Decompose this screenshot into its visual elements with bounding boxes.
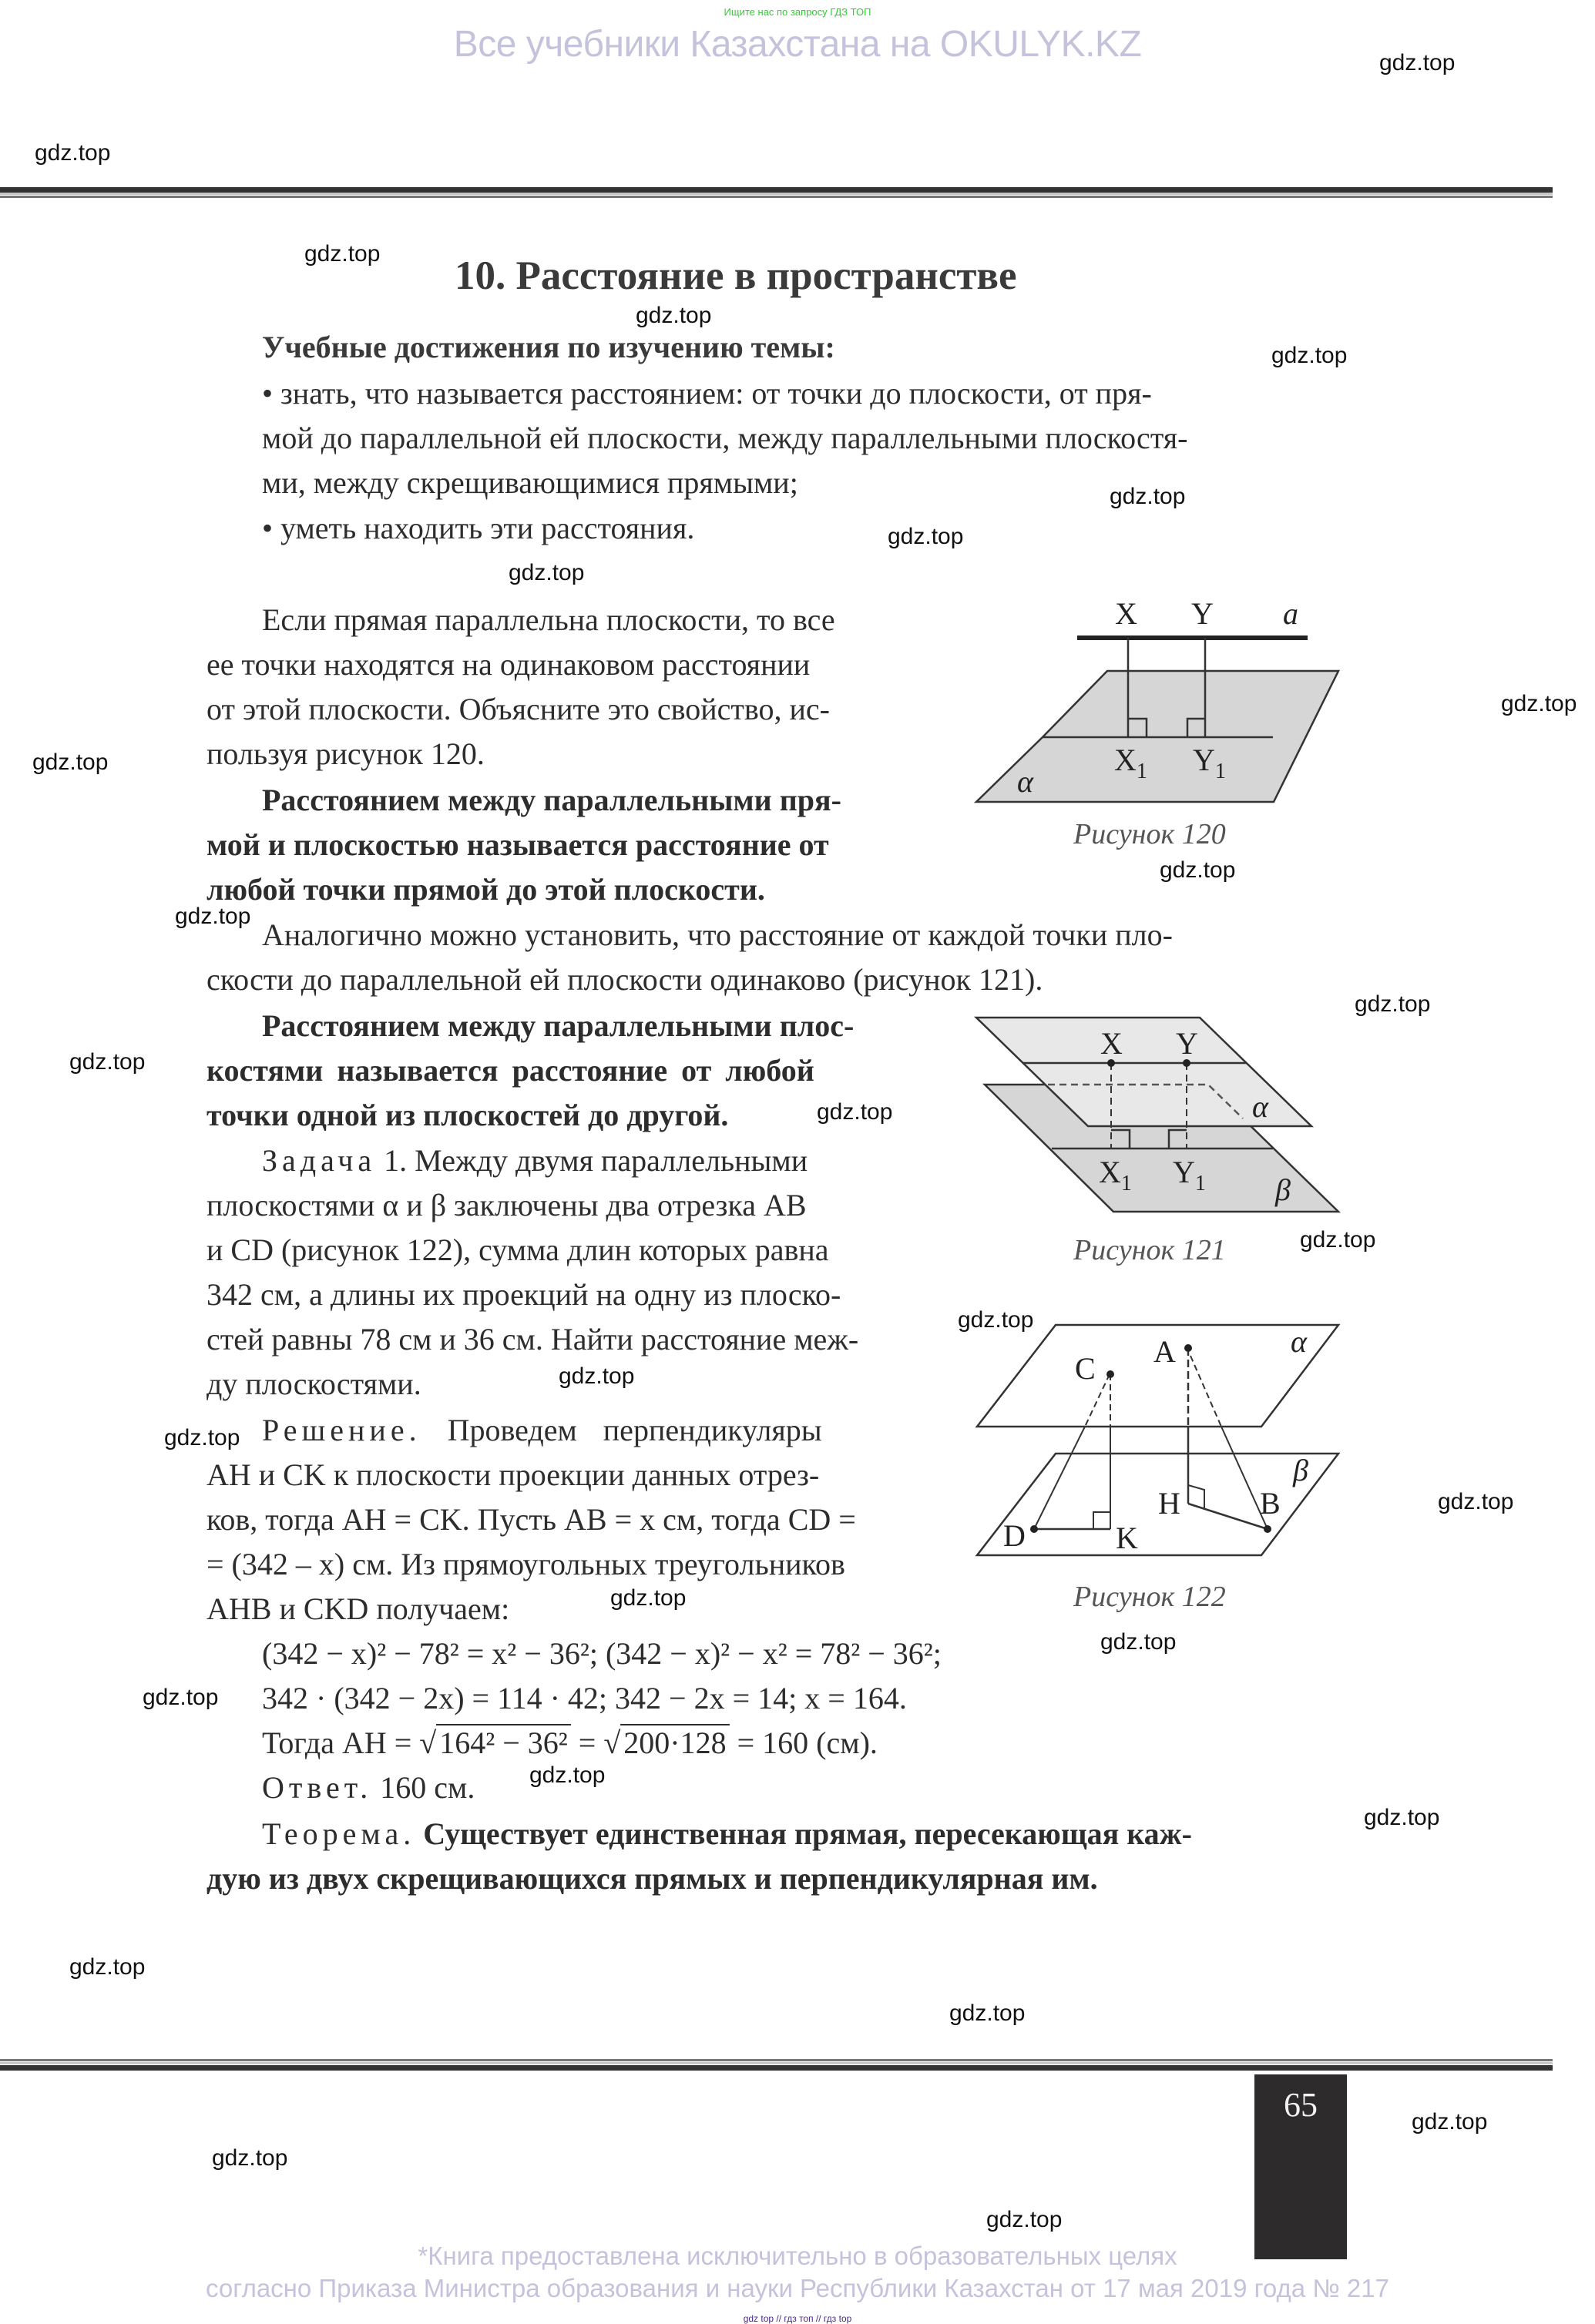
watermark: gdz.top xyxy=(1379,50,1456,75)
right-angle-mark xyxy=(1093,1512,1110,1529)
label-a: a xyxy=(1283,596,1298,631)
label-y: Y xyxy=(1176,1026,1198,1061)
watermark: gdz.top xyxy=(958,1307,1034,1333)
equation-line: 342 · (342 − 2x) = 114 · 42; 342 − 2x = 14; x = 164. xyxy=(262,1681,907,1715)
watermark: gdz.top xyxy=(888,524,964,549)
footer-links[interactable]: gdz top // гдз топ // гдз top xyxy=(743,2313,852,2324)
solution-label: Решение. xyxy=(262,1413,421,1447)
solution-line: AH и CK к плоскости проекции данных отрез- xyxy=(207,1457,820,1492)
solution-line: Решение. Проведем перпендикуляры xyxy=(262,1413,822,1447)
answer-label: Ответ. xyxy=(262,1770,373,1805)
watermark: gdz.top xyxy=(1160,857,1236,883)
paragraph-line: скости до параллельной ей плоскости одинаково (рисунок 121). xyxy=(207,962,1043,997)
label-b: B xyxy=(1260,1486,1281,1521)
watermark: gdz.top xyxy=(636,303,712,328)
segment-hb xyxy=(1188,1504,1268,1529)
label-c: C xyxy=(1075,1351,1096,1386)
point-b xyxy=(1264,1525,1271,1533)
watermark: gdz.top xyxy=(143,1685,219,1710)
paragraph-line: от этой плоскости. Объясните это свойство, ис- xyxy=(207,692,830,726)
equation-line: Тогда AH = √ 164² − 36² = √ 200·128 = 160 (см). xyxy=(262,1725,878,1760)
definition-line: любой точки прямой до этой плоскости. xyxy=(207,872,765,907)
promo-text: Ищите нас по запросу ГДЗ ТОП xyxy=(724,6,871,18)
label-x1: $X_1$ xyxy=(1114,743,1147,783)
site-banner[interactable]: Все учебники Казахстана на OKULYK.KZ xyxy=(453,24,1142,65)
label-a: A xyxy=(1153,1334,1176,1369)
segment-cd xyxy=(1034,1427,1085,1529)
watermark: gdz.top xyxy=(175,904,251,929)
theorem-label: Теорема. xyxy=(262,1816,416,1851)
figure-caption: Рисунок 120 xyxy=(1073,818,1226,850)
watermark: gdz.top xyxy=(1110,484,1186,509)
watermark: gdz.top xyxy=(1100,1629,1177,1655)
watermark: gdz.top xyxy=(304,241,381,267)
sqrt-expression: 164² − 36² xyxy=(436,1724,571,1760)
label-y1: $Y_1$ xyxy=(1173,1155,1206,1196)
label-y: Y xyxy=(1191,596,1214,631)
task-line: плоскостями α и β заключены два отрезка AB xyxy=(207,1188,807,1222)
label-k: K xyxy=(1116,1521,1138,1555)
watermark: gdz.top xyxy=(69,1954,146,1980)
label-d: D xyxy=(1003,1518,1026,1553)
watermark: gdz.top xyxy=(1271,343,1348,368)
footer-note: *Книга предоставлена исключительно в образовательных целях xyxy=(418,2242,1177,2270)
watermark: gdz.top xyxy=(35,140,111,166)
paragraph-line: пользуя рисунок 120. xyxy=(207,736,485,771)
header-rule-mid xyxy=(0,196,1553,198)
definition-line: Расстоянием между параллельными плос- xyxy=(262,1008,855,1043)
theorem-line: Теорема. Существует единственная прямая, пересекающая каж- xyxy=(262,1816,1192,1851)
label-alpha: α xyxy=(1291,1324,1307,1359)
watermark: gdz.top xyxy=(817,1099,893,1125)
figure-121 xyxy=(963,994,1364,1286)
goals-heading: Учебные достижения по изучению темы: xyxy=(262,330,835,364)
header-rule-light xyxy=(0,193,1553,195)
watermark: gdz.top xyxy=(509,560,585,585)
label-alpha: α xyxy=(1017,764,1033,799)
footer-note: согласно Приказа Министра образования и науки Республики Казахстан от 17 мая 2019 года № 217 xyxy=(206,2274,1389,2302)
paragraph-line: Если прямая параллельна плоскости, то все xyxy=(262,602,835,637)
label-beta: β xyxy=(1293,1453,1308,1487)
watermark: gdz.top xyxy=(1355,991,1431,1017)
task-line: ду плоскостями. xyxy=(207,1367,421,1401)
section-title: 10. Расстояние в пространстве xyxy=(455,253,1017,298)
segment-ab-hidden xyxy=(1190,1356,1221,1427)
solution-line: AHB и CKD получаем: xyxy=(207,1591,510,1626)
watermark: gdz.top xyxy=(986,2207,1063,2232)
equation-line: (342 − x)² − 78² = x² − 36²; (342 − x)² − x² = 78² − 36²; xyxy=(262,1636,942,1671)
answer-line: Ответ. 160 см. xyxy=(262,1770,475,1805)
task-line: и CD (рисунок 122), сумма длин которых равна xyxy=(207,1232,829,1267)
figure-122 xyxy=(963,1294,1364,1618)
figure-caption: Рисунок 122 xyxy=(1073,1581,1226,1613)
definition-line: мой и плоскостью называется расстояние от xyxy=(207,827,829,862)
goals-line: мой до параллельной ей плоскости, между параллельными плоскостя- xyxy=(262,421,1188,455)
point-a xyxy=(1184,1344,1192,1352)
watermark: gdz.top xyxy=(949,2000,1026,2026)
watermark: gdz.top xyxy=(1364,1805,1440,1830)
label-y1: $Y_1$ xyxy=(1193,743,1226,783)
label-h: H xyxy=(1158,1486,1180,1521)
point-c xyxy=(1106,1370,1114,1378)
label-x: X xyxy=(1115,596,1137,631)
goals-line: • уметь находить эти расстояния. xyxy=(262,511,695,545)
watermark: gdz.top xyxy=(1300,1227,1376,1253)
solution-line: = (342 – x) см. Из прямоугольных треугольников xyxy=(207,1547,845,1581)
theorem-line: дую из двух скрещивающихся прямых и перпендикулярная им. xyxy=(207,1861,1098,1896)
watermark: gdz.top xyxy=(559,1363,635,1389)
task-line: стей равны 78 см и 36 см. Найти расстояние меж- xyxy=(207,1322,859,1357)
definition-line: костями называется расстояние от любой xyxy=(207,1053,814,1088)
sqrt-expression: 200·128 xyxy=(620,1724,729,1760)
definition-line: точки одной из плоскостей до другой. xyxy=(207,1098,729,1132)
task-line: Задача 1. Между двумя параллельными xyxy=(262,1143,808,1178)
task-label: Задача xyxy=(262,1143,377,1178)
page-number: 65 xyxy=(1254,2074,1347,2259)
label-alpha: α xyxy=(1252,1089,1268,1124)
footer-rule-light xyxy=(0,2062,1553,2064)
footer-rule-mid xyxy=(0,2059,1553,2061)
goals-line: ми, между скрещивающимися прямыми; xyxy=(262,465,798,500)
goals-line: • знать, что называется расстоянием: от точки до плоскости, от пря- xyxy=(262,376,1152,411)
label-x: X xyxy=(1100,1026,1123,1061)
watermark: gdz.top xyxy=(212,2145,288,2171)
solution-line: ков, тогда AH = CK. Пусть AB = x см, тогда CD = xyxy=(207,1502,856,1537)
header-rule-dark xyxy=(0,187,1553,193)
definition-line: Расстоянием между параллельными пря- xyxy=(262,783,841,817)
task-line: 342 см, а длины их проекций на одну из плоско- xyxy=(207,1277,841,1312)
watermark: gdz.top xyxy=(1501,691,1577,716)
footer-rule-dark xyxy=(0,2065,1553,2071)
label-x1: $X_1$ xyxy=(1099,1155,1132,1196)
paragraph-line: Аналогично можно установить, что расстояние от каждой точки пло- xyxy=(262,917,1173,952)
watermark: gdz.top xyxy=(610,1585,687,1611)
label-beta: β xyxy=(1275,1172,1291,1207)
watermark: gdz.top xyxy=(164,1425,240,1450)
watermark: gdz.top xyxy=(69,1049,146,1075)
paragraph-line: ее точки находятся на одинаковом расстоянии xyxy=(207,647,811,682)
watermark: gdz.top xyxy=(32,750,109,775)
figure-120 xyxy=(963,585,1364,863)
point-d xyxy=(1030,1525,1038,1533)
watermark: gdz.top xyxy=(1412,2109,1488,2135)
watermark: gdz.top xyxy=(529,1762,606,1788)
watermark: gdz.top xyxy=(1438,1489,1514,1514)
figure-caption: Рисунок 121 xyxy=(1073,1234,1226,1266)
